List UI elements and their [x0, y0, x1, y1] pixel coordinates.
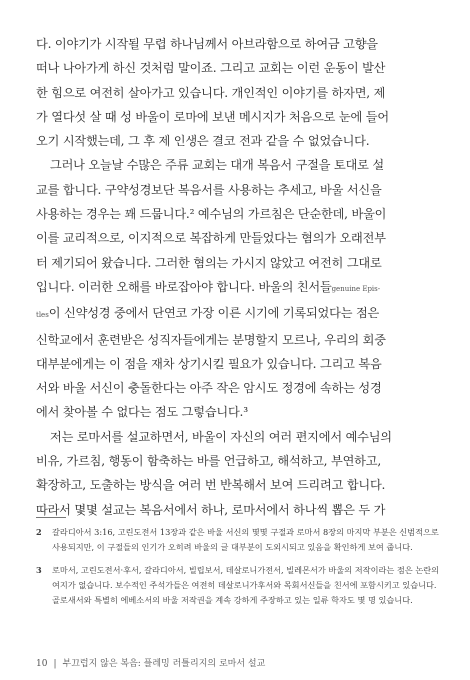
footnote	[36, 525, 440, 555]
footnotes	[36, 525, 440, 616]
text-line: 한 힘으로 여전히 살아가고 있습니다. 개인적인 이야기를 하자면, 제	[36, 85, 386, 100]
text-segment: 입니다. 이러한 오해를 바로잡아야 합니다. 바울의 친서들	[36, 279, 332, 294]
footnote-divider	[36, 517, 66, 518]
gloss-text: genuine Epis-	[331, 284, 381, 293]
text-line: 교를 합니다. 구약성경보단 복음서를 사용하는 추세고, 바울 서신을	[36, 182, 382, 197]
text-line: 사용하는 경우는 꽤 드뭅니다.² 예수님의 가르침은 단순한데, 바울이	[36, 207, 387, 222]
footer-separator: |	[53, 659, 57, 669]
text-line: 그러나 오늘날 수많은 주류 교회는 대개 복음서 구절을 토대로 설	[50, 158, 384, 173]
text-line	[36, 301, 436, 327]
page-number: 10	[36, 659, 48, 669]
text-line: 터 제기되어 왔습니다. 그러한 혐의는 가시지 않았고 여전히 그대로	[36, 255, 382, 270]
text-line: 오기 시작했는데, 그 후 제 인생은 결코 전과 같을 수 없었습니다.	[36, 134, 370, 149]
footnote-number: 2	[36, 527, 42, 537]
text-line	[36, 275, 436, 301]
text-line: 떠나 나아가게 하신 것처럼 말이죠. 그리고 교회는 이런 운동이 발산	[36, 61, 386, 76]
text-line: 서와 바울 서신이 충돌한다는 아주 작은 암시도 정경에 속하는 성경	[36, 381, 382, 396]
gloss-text: tles	[36, 311, 49, 320]
text-line: 대부분에게는 이 점을 재차 상기시킬 필요가 있습니다. 그리고 복음	[36, 356, 382, 371]
book-title: 부끄럽지 않은 복음: 플레밍 러틀리지의 로마서 설교	[62, 659, 266, 669]
page-footer	[36, 656, 265, 669]
text-line: 다. 이야기가 시작될 무렵 하나님께서 아브라함으로 하여금 고향을	[36, 37, 378, 51]
text-line: 저는 로마서를 설교하면서, 바울이 자신의 여러 편지에서 예수님의	[50, 429, 392, 444]
footnote-text: 갈라디아서 3:16, 고린도전서 13장과 같은 바울 서신의 몇몇 구절과 로마서 8장의 마지막 부분은 신범적으로 사용되지만, 이 구절들의 인기가 오히려 바울의 글 대부분이 도외시되고 있음을 확인하게 보여 줍니다.	[52, 527, 439, 552]
footnote	[36, 563, 440, 608]
text-line: 따라서 몇몇 설교는 복음서에서 하나, 로마서에서 하나씩 뽑은 두 가	[36, 502, 386, 517]
text-line: 비유, 가르침, 행동이 함축하는 바를 언급하고, 해석하고, 부연하고,	[36, 454, 381, 469]
text-line: 신학교에서 훈련받은 성직자들에게는 분명할지 모르나, 우리의 회중	[36, 332, 386, 347]
main-text	[36, 32, 436, 522]
footnote-text: 로마서, 고린도전서·후서, 갈라디아서, 빌립보서, 데살로니가전서, 빌레몬서가 바울의 저작이라는 점은 논란의 여지가 없습니다. 보수적인 주석가들은 여전히 데살로니가후서와 목회서신들을 친서에 포함시키고 있습니다. 골로새서와 특별히 에베소서의 바울 저작권을 계속 강하게 주장하고 있는 일류 학자도 몇 명 있습니다.	[52, 565, 440, 605]
text-segment: 이 신약성경 중에서 단연코 가장 이른 시기에 기록되었다는 점은	[48, 306, 380, 321]
text-line: 이를 교리적으로, 이지적으로 복잡하게 만들었다는 혐의가 오래전부	[36, 231, 386, 246]
text-line: 확장하고, 도출하는 방식을 여러 번 반복해서 보여 드리려고 합니다.	[36, 478, 386, 493]
text-line: 에서 찾아볼 수 없다는 점도 그렇습니다.³	[36, 405, 248, 420]
text-line: 가 열다섯 살 때 성 바울이 로마에 보낸 메시지가 처음으로 눈에 들어	[36, 109, 389, 124]
footnote-number: 3	[36, 565, 42, 575]
